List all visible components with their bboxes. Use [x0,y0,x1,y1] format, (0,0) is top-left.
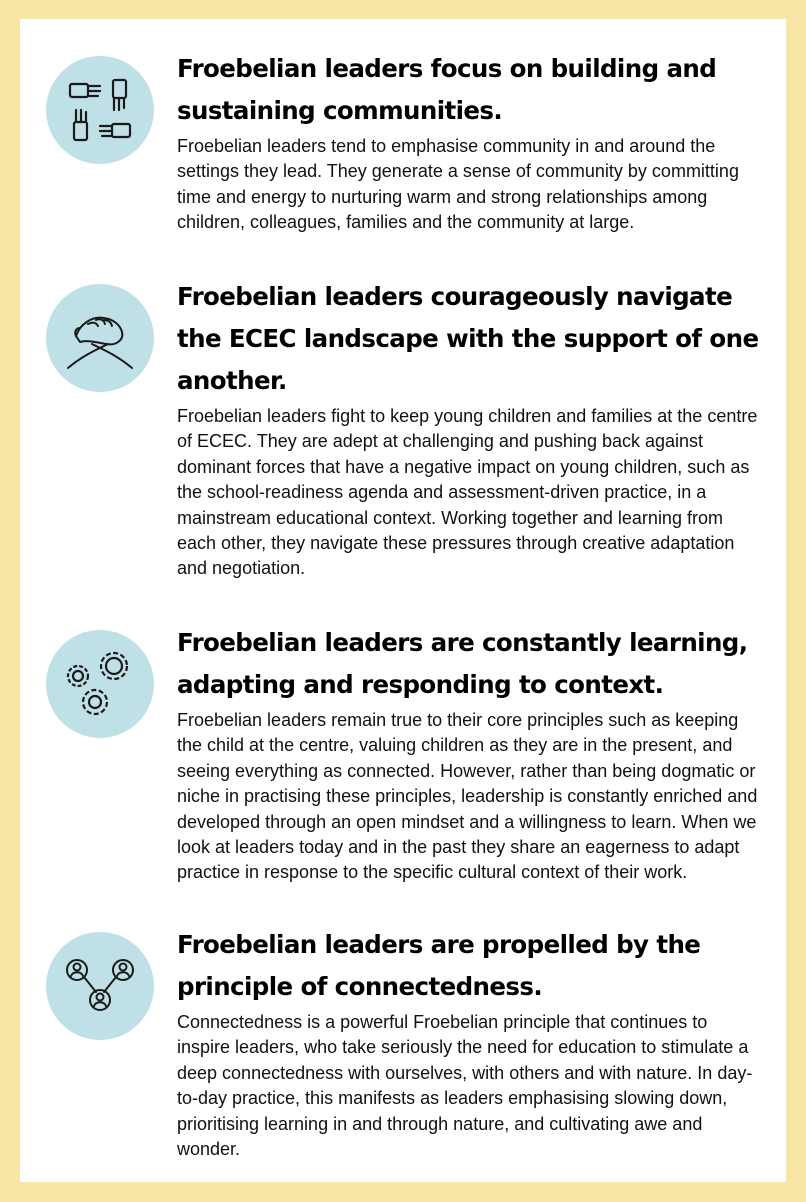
section-body: Connectedness is a powerful Froebelian principle that continues to inspire leaders, who take seriously the need for education to stimulate a deep connectedness with ourselves, with others and with nature. In day-to-day practice, this manifests as leaders emphasising slowing down, prioritising learning in and through nature, and cultivating awe and wonder. [177,1012,753,1160]
section-heading: Froebelian leaders courageously navigate the ECEC landscape with the support of one another. [177,282,759,395]
section-body: Froebelian leaders fight to keep young children and families at the centre of ECEC. They are adept at challenging and pushing back against dominant forces that have a negative impact on young children, such as the school-readiness agenda and assessment-driven practice, in a mainstream educational context. Working together and learning from each other, they navigate these pressures through creative adaptation and negotiation. [177,406,758,579]
handshake-icon [46,284,154,392]
section-heading: Froebelian leaders are constantly learning, adapting and responding to context. [177,628,748,699]
hands-circle-icon [46,56,154,164]
section-text [177,924,762,1162]
people-network-icon [46,932,154,1040]
section-text [177,48,762,236]
section-body: Froebelian leaders tend to emphasise community in and around the settings they lead. They generate a sense of community by committing time and energy to nurturing warm and strong relationships among children, colleagues, families and the community at large. [177,136,739,233]
content-panel [20,19,786,1182]
section-heading: Froebelian leaders focus on building and sustaining communities. [177,54,717,125]
section-text [177,276,762,582]
section-text [177,622,762,886]
section-heading: Froebelian leaders are propelled by the principle of connectedness. [177,930,701,1001]
gears-icon [46,630,154,738]
section-body: Froebelian leaders remain true to their core principles such as keeping the child at the centre, valuing children as they are in the present, and seeing everything as connected. However, rather than being dogmatic or niche in practising these principles, leadership is constantly enriched and developed through an open mindset and a willingness to learn. When we look at leaders today and in the past they share an eagerness to adapt practice in response to the specific cultural context of their work. [177,710,758,883]
